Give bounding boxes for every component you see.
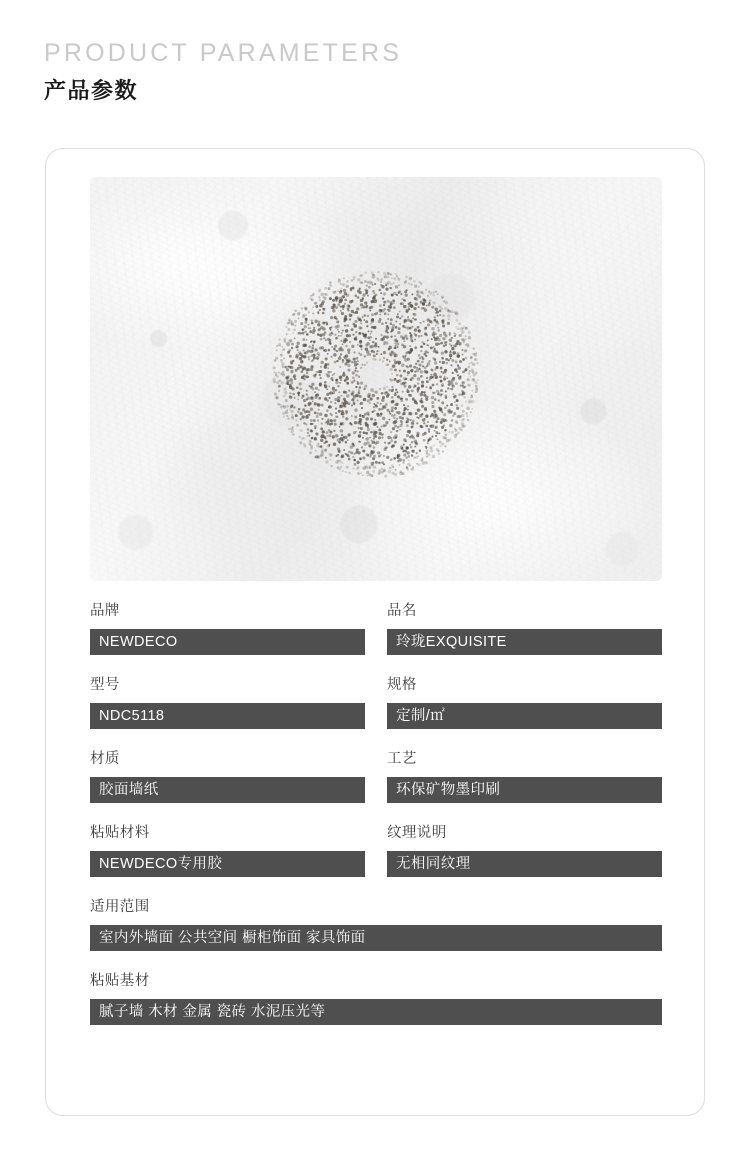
spec-value: 玲珑EXQUISITE <box>387 629 662 655</box>
spec-value: 胶面墙纸 <box>90 777 365 803</box>
spec-field-material <box>90 749 365 803</box>
spec-value: 无相同纹理 <box>387 851 662 877</box>
spec-label: 工艺 <box>387 751 417 767</box>
spec-field-application-scope <box>90 897 662 951</box>
parameters-card <box>45 148 705 1116</box>
spec-field-craft <box>387 749 662 803</box>
page-title-en: PRODUCT PARAMETERS <box>44 39 403 67</box>
spec-label: 材质 <box>90 751 120 767</box>
spec-list <box>90 601 662 1045</box>
spec-row <box>90 749 662 803</box>
spec-row <box>90 823 662 877</box>
spec-value: 环保矿物墨印刷 <box>387 777 662 803</box>
spec-field-model <box>90 675 365 729</box>
page-title-cn: 产品参数 <box>44 78 139 103</box>
spec-row <box>90 675 662 729</box>
spec-value: 腻子墙 木材 金属 瓷砖 水泥压光等 <box>90 999 662 1025</box>
page-header <box>44 38 402 105</box>
spec-value: NEWDECO <box>90 629 365 655</box>
spec-label: 粘贴基材 <box>90 973 150 989</box>
spec-row <box>90 897 662 951</box>
spec-label: 适用范围 <box>90 899 150 915</box>
spec-field-adhesive <box>90 823 365 877</box>
spec-field-substrate <box>90 971 662 1025</box>
spec-label: 纹理说明 <box>387 825 447 841</box>
spec-value: NEWDECO专用胶 <box>90 851 365 877</box>
spec-label: 粘贴材料 <box>90 825 150 841</box>
spec-label: 品名 <box>387 603 417 619</box>
texture-edge-vignette <box>90 177 662 581</box>
spec-label: 品牌 <box>90 603 120 619</box>
spec-row <box>90 601 662 655</box>
spec-field-product-name <box>387 601 662 655</box>
spec-value: 定制/㎡ <box>387 703 662 729</box>
spec-value: 室内外墙面 公共空间 橱柜饰面 家具饰面 <box>90 925 662 951</box>
spec-field-specification <box>387 675 662 729</box>
spec-row <box>90 971 662 1025</box>
spec-field-texture-note <box>387 823 662 877</box>
spec-label: 规格 <box>387 677 417 693</box>
product-image <box>90 177 662 581</box>
spec-label: 型号 <box>90 677 120 693</box>
spec-field-brand <box>90 601 365 655</box>
spec-value: NDC5118 <box>90 703 365 729</box>
